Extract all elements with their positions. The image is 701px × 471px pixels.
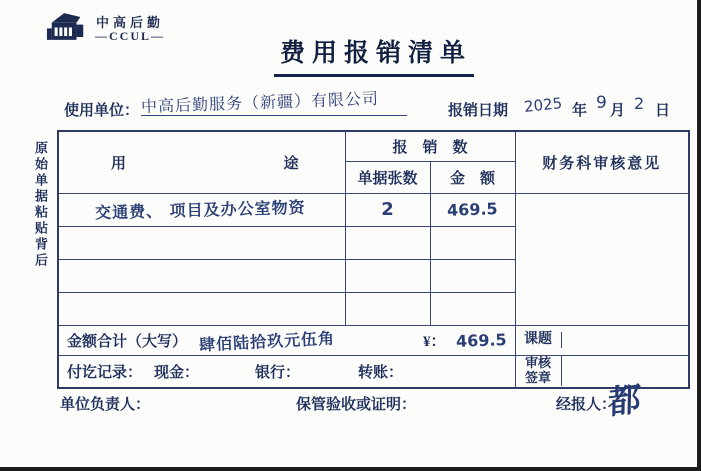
amount-cell <box>430 292 515 325</box>
amount-cell <box>430 259 515 292</box>
year-unit: 年 <box>572 103 588 119</box>
amount-header-cell: 金 额 <box>430 161 515 193</box>
audit-opinion-cell <box>515 193 689 325</box>
date-label: 报销日期 <box>448 103 509 119</box>
side-note-vertical: 原始单据粘贴背后 <box>33 141 48 269</box>
amount-cell <box>430 226 515 259</box>
scan-edge-bottom <box>0 467 701 471</box>
count-handwritten: 2 <box>381 199 394 220</box>
reporter-signature-handwritten: 都 <box>607 378 642 423</box>
amount-cell <box>430 193 515 226</box>
transfer-label: 转账： <box>358 364 404 381</box>
scan-edge-right <box>697 0 701 471</box>
building-logo-icon <box>46 9 88 49</box>
count-cell <box>345 226 430 259</box>
amount-handwritten: 469.5 <box>446 198 499 220</box>
topic-value-cell <box>562 332 689 348</box>
purpose-cell <box>58 292 345 325</box>
count-header-cell: 单据张数 <box>345 161 430 193</box>
audit-seal-row-cell <box>515 355 689 388</box>
custody-label: 保管验收或证明： <box>296 397 417 413</box>
date-month-handwritten: 9 <box>596 93 607 113</box>
purpose-cell <box>58 193 345 226</box>
total-row-cell <box>58 325 515 355</box>
form-title: 费用报销清单 <box>274 33 474 77</box>
purpose-cell <box>58 226 345 259</box>
paid-row-cell <box>58 355 515 388</box>
form-title-wrap <box>253 33 495 77</box>
reporter-label: 经报人： <box>556 397 617 413</box>
brand-text <box>95 16 165 42</box>
audit-header-cell: 财务科审核意见 <box>515 131 689 193</box>
count-cell <box>345 193 430 226</box>
purpose-header-left: 用 <box>111 155 127 172</box>
purpose-cell <box>58 259 345 292</box>
paid-label: 付讫记录： <box>67 364 143 381</box>
brand-name-cn: 中高后勤 <box>96 14 165 30</box>
month-unit: 月 <box>610 103 626 119</box>
cash-label: 现金： <box>154 364 200 381</box>
unit-label: 使用单位： <box>64 103 140 119</box>
brand-name-en: —CCUL— <box>95 28 166 43</box>
date-day-handwritten: 2 <box>634 94 645 113</box>
topic-label: 课题 <box>516 332 562 348</box>
purpose-header-cell <box>58 131 345 193</box>
expense-table <box>57 130 690 389</box>
audit-seal-label: 审核签章 <box>516 356 562 386</box>
date-year-handwritten: 2025 <box>523 94 564 116</box>
purpose-header-right: 途 <box>283 155 299 172</box>
count-cell <box>345 259 430 292</box>
manager-label: 单位负责人： <box>60 397 151 413</box>
bank-label: 银行： <box>255 364 301 381</box>
brand-logo <box>46 9 165 49</box>
total-label: 金额合计（大写） <box>67 333 188 350</box>
day-unit: 日 <box>655 103 671 119</box>
reimburse-header-cell: 报 销 数 <box>345 131 515 161</box>
currency-label: ¥： <box>423 333 446 350</box>
topic-row-cell <box>515 325 689 355</box>
purpose-handwritten: 交通费、 项目及办公室物资 <box>94 197 306 223</box>
unit-value-handwritten: 中高后勤服务（新疆）有限公司 <box>141 90 407 116</box>
count-cell <box>345 292 430 325</box>
total-value-handwritten: 469.5 <box>455 329 507 351</box>
total-cn-handwritten: 肆佰陆拾玖元伍角 <box>198 327 336 355</box>
